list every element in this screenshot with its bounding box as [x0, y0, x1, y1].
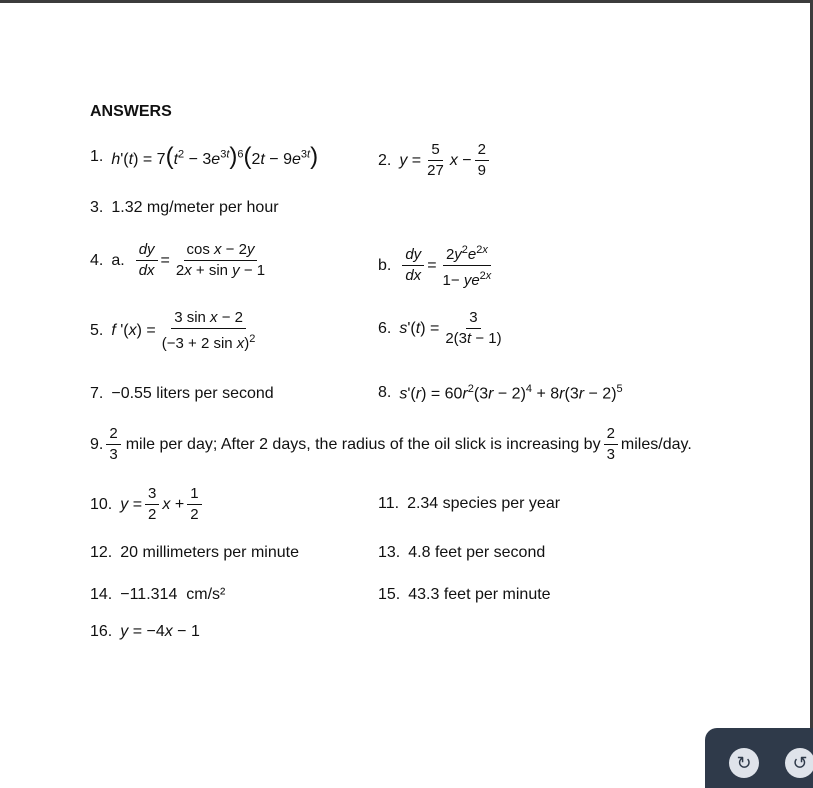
answer-9-text: mile per day; After 2 days, the radius of the oil slick is increasing by: [125, 435, 601, 453]
answer-7-text: −0.55 liters per second: [111, 385, 274, 402]
answer-11-text: 2.34 species per year: [407, 495, 561, 512]
answer-number: 14.: [90, 586, 113, 603]
answer-10-formula: y = $\frac{3}{2}$ x + $\frac{1}{2}$: [120, 485, 204, 524]
answer-number: 7.: [90, 385, 104, 402]
answer-part: b.: [378, 256, 392, 274]
answer-6-formula: s '( t ) = $\frac{3}{2(3t - 1)}$: [399, 309, 502, 347]
answer-15: [378, 586, 551, 604]
answer-8: [378, 383, 623, 403]
answer-9-fraction: $\frac{2}{3}$: [106, 425, 120, 464]
answer-number: 16.: [90, 623, 113, 640]
answer-5: [90, 309, 261, 353]
answer-9-unit: miles/day.: [620, 435, 692, 453]
answer-2-formula: y = $\frac{5}{27}$ x − $\frac{2}{9}$: [399, 141, 492, 180]
answer-2: [378, 141, 492, 180]
answer-13-text: 4.8 feet per second: [408, 544, 546, 561]
answer-number: 1.: [90, 148, 104, 165]
answer-number: 13.: [378, 544, 401, 561]
answer-part: a.: [111, 251, 125, 269]
answer-number: 6.: [378, 319, 392, 337]
answer-number: 11.: [378, 495, 400, 512]
answer-16: [90, 623, 200, 641]
answer-16-formula: y = −4x − 1: [120, 623, 200, 640]
document-page: [0, 3, 810, 772]
answer-number: 9.: [90, 435, 104, 453]
answer-9-fraction-2: $\frac{2}{3}$: [604, 425, 618, 464]
answer-13: [378, 544, 545, 562]
answer-4b-formula: $\frac{dy}{dx}$ = $\frac{2y^2e^{2x}}{1- ye^{2x}}$: [399, 241, 497, 290]
answer-number: 2.: [378, 151, 392, 169]
answers-heading: ANSWERS: [90, 103, 172, 120]
rotate-icon[interactable]: ↺: [785, 748, 813, 778]
answer-11: [378, 495, 560, 513]
answer-15-text: 43.3 feet per minute: [408, 586, 551, 603]
answer-7: [90, 385, 274, 403]
answer-3-text: 1.32 mg/meter per hour: [111, 199, 279, 216]
answer-1: [90, 143, 318, 171]
answer-1-formula: $h'(t) = 7(t^2 - 3e^{3t})^6(2t - 9e^{3t})$: [111, 143, 319, 170]
answer-number: 15.: [378, 586, 401, 603]
answer-number: 12.: [90, 544, 113, 561]
answer-14-text: −11.314 cm/s²: [120, 586, 226, 603]
answer-12: [90, 544, 299, 562]
answer-5-formula: f '( x ) = $\frac{\text{3 sin x − 2}}{(-3 + 2 \sin x)^2}$: [111, 309, 256, 352]
answer-4b: [378, 241, 497, 290]
answer-9: [90, 425, 692, 464]
refresh-icon[interactable]: ↻: [729, 748, 759, 778]
answer-10: [90, 485, 205, 524]
answer-number: 10.: [90, 495, 113, 513]
answer-6: [378, 309, 508, 348]
answer-14: [90, 586, 225, 604]
answer-3: [90, 199, 279, 217]
answer-number: 4.: [90, 251, 104, 269]
answer-number: 5.: [90, 322, 104, 339]
answer-4a-formula: $\frac{dy}{dx}$ = $\frac{\text{cos x − 2y}}{\text{2x + sin y − 1}}$: [133, 241, 271, 280]
floating-toolbar: [705, 728, 813, 788]
answer-number: 8.: [378, 384, 392, 402]
answer-12-text: 20 millimeters per minute: [120, 544, 299, 561]
answer-8-formula: $s'(r) = 60r^2(3r - 2)^4 + 8r(3r - 2)^5$: [399, 383, 623, 403]
answer-4a: [90, 241, 271, 280]
answer-number: 3.: [90, 199, 104, 216]
